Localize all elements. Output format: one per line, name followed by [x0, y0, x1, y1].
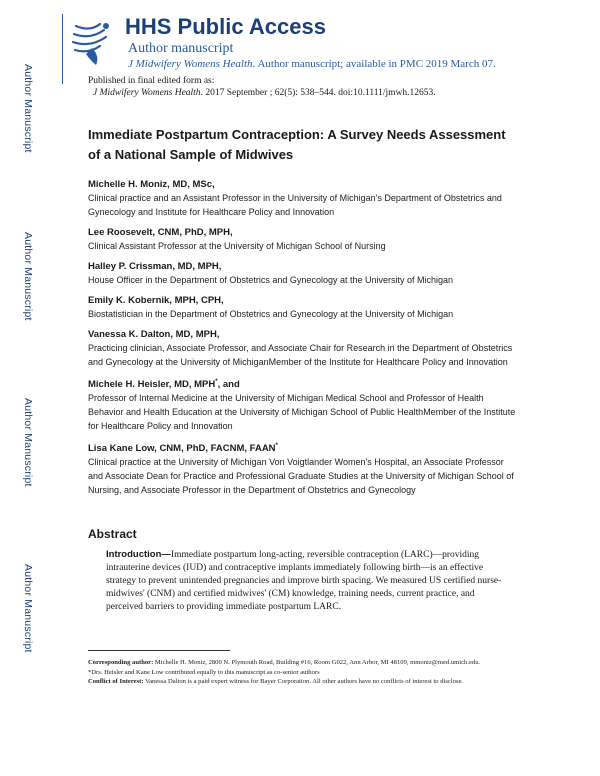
author-block — [88, 376, 518, 433]
author-note-marker: * — [215, 379, 218, 385]
introduction-text: Immediate postpartum long-acting, reversible contraception (LARC)—providing intrauterine devices (IUD) and contraceptive implants immediately following birth—is an effective strategy to prevent unintended pregnancies and improve birth spacing. We measured US certified nurse-midwives' (CNM) and certified midwives' (CM) knowledge, training needs, current practice, and perceived barriers to providing immediate postpartum LARC. — [106, 550, 502, 612]
author-affiliation: Practicing clinician, Associate Professor, and Associate Chair for Research in the Department of Obstetrics and Gynecology at the University of MichiganMember of the Institute for Healthcare Policy and Innovation — [88, 343, 513, 367]
published-label: Published in final edited form as: — [88, 76, 215, 86]
sidebar — [0, 0, 50, 776]
publication-details: . 2017 September ; 62(5): 538–544. doi:10.1111/jmwh.12653. — [200, 88, 436, 98]
author-affiliation: Clinical Assistant Professor at the University of Michigan School of Nursing — [88, 241, 386, 251]
author-affiliation: Professor of Internal Medicine at the University of Michigan Medical School and Professor of Health Behavior and Health Education at the University of Michigan School of Public HealthMember of the Institute for Healthcare Policy and Innovation — [88, 393, 516, 432]
author-name: Lisa Kane Low, CNM, PhD, FACNM, FAAN — [88, 443, 276, 455]
header-citation — [128, 58, 496, 70]
footnotes — [88, 658, 512, 687]
author-suffix: , and — [217, 379, 240, 391]
sidebar-label-4: Author Manuscript — [22, 564, 34, 653]
author-name-line — [88, 328, 518, 341]
author-name-line — [88, 260, 518, 273]
hhs-public-access-title: HHS Public Access — [125, 14, 326, 39]
header-divider — [62, 14, 63, 84]
author-affiliation: House Officer in the Department of Obstetrics and Gynecology at the University of Michigan — [88, 275, 454, 285]
author-name-line — [88, 440, 518, 455]
sidebar-label-3: Author Manuscript — [22, 398, 34, 487]
hhs-eagle-logo-icon — [70, 18, 114, 68]
article-title: Immediate Postpartum Contraception: A Survey Needs Assessment of a National Sample of Midwives — [88, 127, 506, 162]
corresponding-author-text: Michelle H. Moniz, 2800 N. Plymouth Road, Building #16, Room G022, Ann Arbor, MI 48109, mmoniz@med.umich.edu. — [153, 659, 481, 666]
author-name: Vanessa K. Dalton, MD, MPH, — [88, 329, 220, 340]
author-name-line — [88, 294, 518, 307]
author-name-line — [88, 178, 518, 191]
author-name: Michele H. Heisler, MD, MPH — [88, 379, 216, 391]
author-name-line — [88, 226, 518, 239]
corresponding-author-note — [88, 658, 512, 668]
author-block — [88, 178, 518, 219]
publication-journal: J Midwifery Womens Health — [93, 88, 201, 98]
author-block — [88, 260, 518, 287]
author-note-marker: * — [275, 443, 278, 450]
conflict-of-interest-label: Conflict of Interest: — [88, 678, 144, 685]
introduction-label: Introduction— — [106, 549, 171, 560]
conflict-of-interest-note — [88, 677, 512, 687]
abstract-introduction — [106, 548, 508, 614]
equal-contribution-note: *Drs. Heisler and Kane Low contributed equally to this manuscript as co-senior authors — [88, 668, 320, 676]
author-affiliation: Clinical practice at the University of Michigan Von Voigtlander Women's Hospital, an Associate Professor and Associate Dean for Practice and Professional Graduate Studies at the University of Michigan School of Nursing, and Associate Professor in the Department of Obstetrics and Gynecology — [88, 457, 514, 496]
footnote-rule — [88, 650, 230, 651]
publication-citation — [88, 87, 436, 99]
abstract-heading: Abstract — [88, 527, 137, 541]
header-availability: . Author manuscript; available in PMC 2019 March 07. — [252, 58, 496, 70]
publication-info — [88, 75, 436, 99]
author-block — [88, 328, 518, 369]
author-name: Lee Roosevelt, CNM, PhD, MPH, — [88, 227, 233, 238]
author-block — [88, 440, 518, 497]
corresponding-author-label: Corresponding author: — [88, 659, 154, 666]
author-affiliation: Clinical practice and an Assistant Professor in the University of Michigan's Department of Obstetrics and Gynecology and Institute for Healthcare Policy and Innovation — [88, 193, 502, 217]
author-block — [88, 294, 518, 321]
header-journal: J Midwifery Womens Health — [128, 58, 253, 70]
author-name: Halley P. Crissman, MD, MPH, — [88, 261, 222, 272]
sidebar-label-1: Author Manuscript — [22, 64, 34, 153]
author-name: Michelle H. Moniz, MD, MSc, — [88, 179, 215, 190]
author-name: Emily K. Kobernik, MPH, CPH, — [88, 295, 224, 306]
sidebar-label-2: Author Manuscript — [22, 232, 34, 321]
author-manuscript-subtitle: Author manuscript — [128, 41, 234, 56]
author-affiliation: Biostatistician in the Department of Obstetrics and Gynecology at the University of Michigan — [88, 309, 454, 319]
author-name-line — [88, 376, 518, 391]
author-block — [88, 226, 518, 253]
author-list — [88, 178, 518, 504]
conflict-of-interest-text: Vanessa Dalton is a paid expert witness for Bayer Corporation. All other authors have no conflicts of interest to disclose. — [143, 678, 464, 685]
